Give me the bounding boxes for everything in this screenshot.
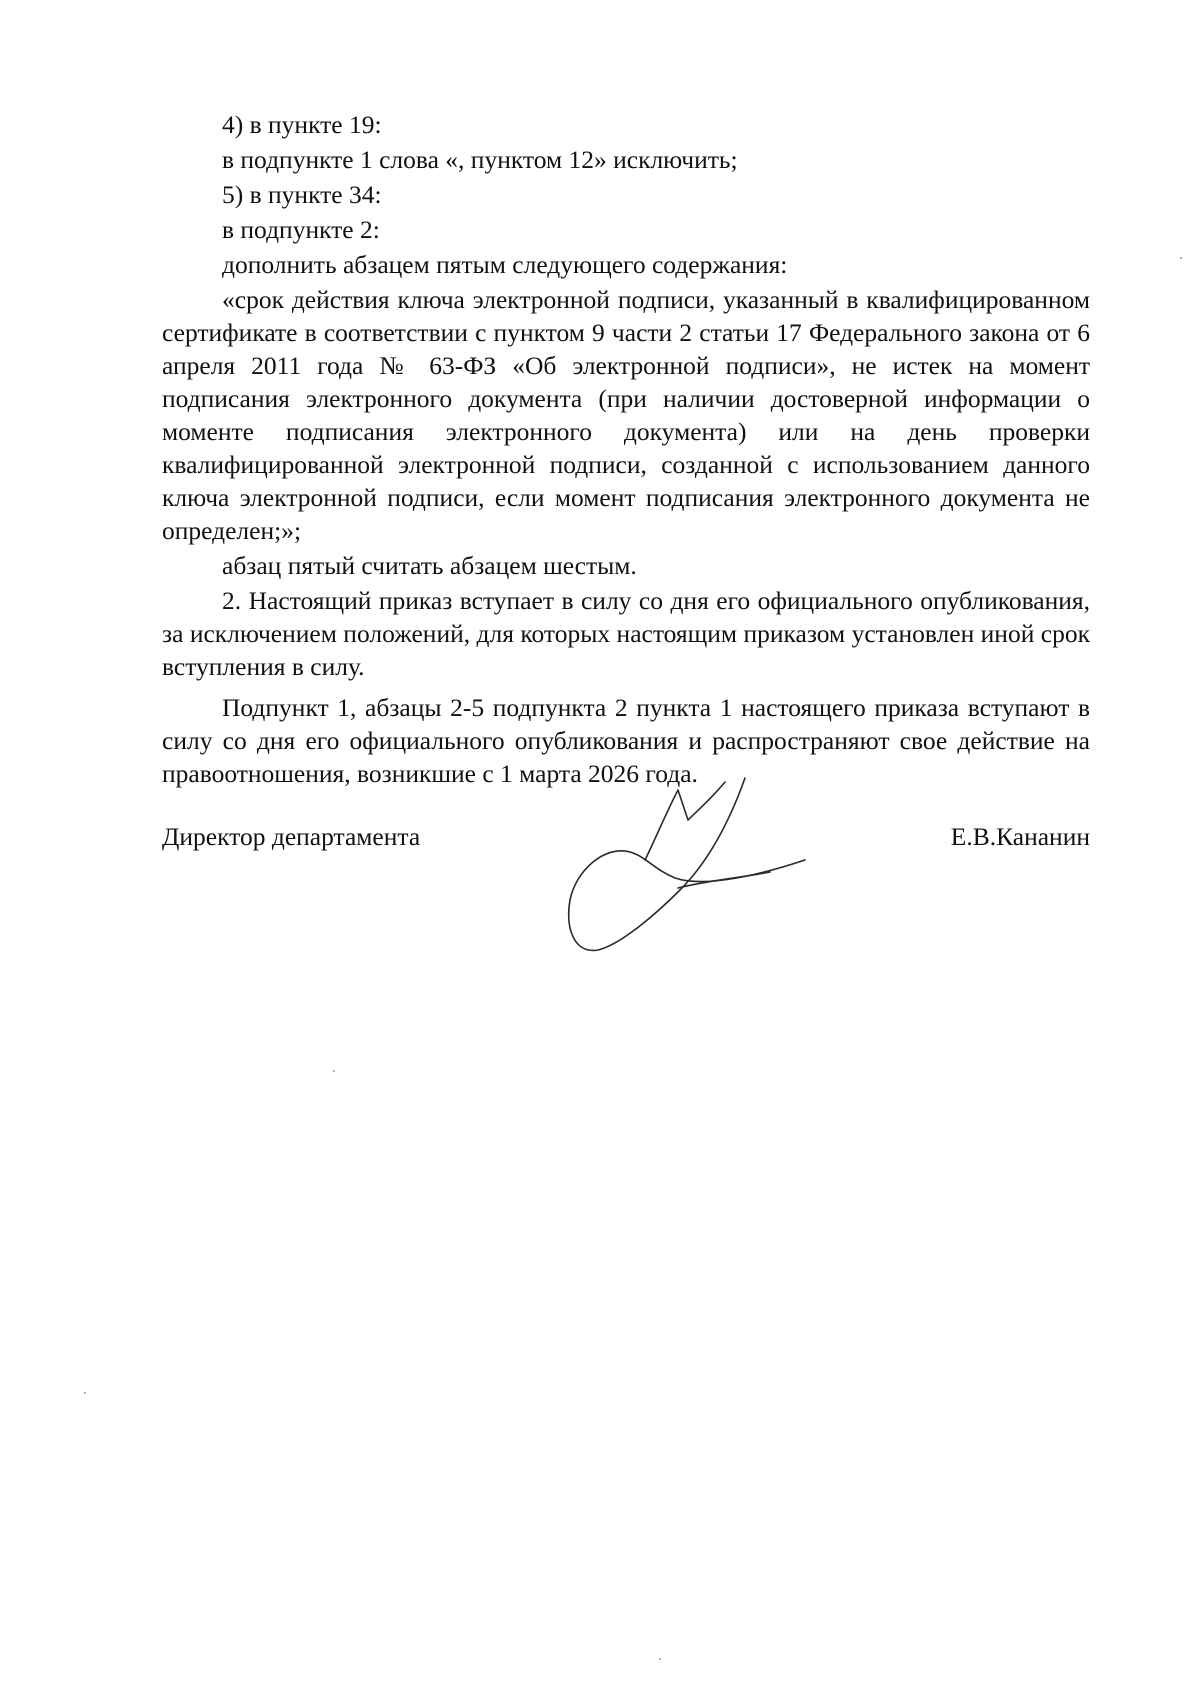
signature-stroke-main [569,778,805,950]
signer-name: Е.В.Кананин [950,822,1090,851]
signer-position-title: Директор департамента [162,822,421,851]
handwritten-signature [560,760,830,960]
paragraph-item-4: 4) в пункте 19: [222,110,382,139]
paragraph-item-5: 5) в пункте 34: [222,180,382,209]
paragraph-quoted-text: «срок действия ключа электронной подписи, указанный в квалифицированном сертификате в соответствии с пунктом 9 части 2 статьи 17 Федерального закона от 6 апреля 2011 года № 63-ФЗ «Об электронной подписи», не истек на момент подписания электронного документа (при наличии достоверной информации о моменте подписания электронного документа) или на день проверки квалифицированной электронной подписи, созданной с использованием данного ключа электронной подписи, если момент подписания электронного документа не определен;»; [162,285,1090,545]
scan-speck [1180,257,1182,259]
paragraph-point-2: 2. Настоящий приказ вступает в силу со дня его официального опубликования, за исключением положений, для которых настоящим приказом установлен иной срок вступления в силу. [162,586,1090,681]
paragraph-renumber: абзац пятый считать абзацем шестым. [222,551,637,580]
scan-speck [333,1070,335,1072]
paragraph-subitem-2: в подпункте 2: [222,215,380,244]
paragraph-subitem-1: в подпункте 1 слова «, пунктом 12» исключить; [222,145,738,174]
scan-speck [659,1658,661,1660]
scan-speck [84,1392,86,1394]
paragraph-effective-date: Подпункт 1, абзацы 2-5 подпункта 2 пункта 1 настоящего приказа вступают в силу со дня его официального опубликования и распространяют свое действие на правоотношения, возникшие с 1 марта 2026 года. [162,693,1090,788]
document-body [162,108,1090,790]
signature-stroke-tail [678,872,770,888]
paragraph-add-fifth: дополнить абзацем пятым следующего содержания: [222,250,788,279]
